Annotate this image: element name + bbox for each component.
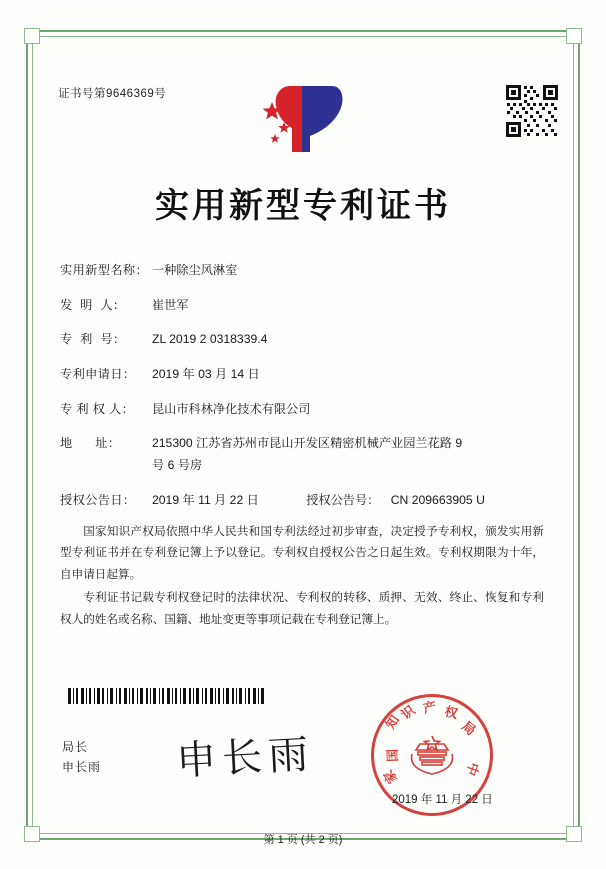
address-line-2: 号 6 号房 [152,458,203,473]
seal-char-4: 权 [443,703,460,722]
page-title: 实用新型专利证书 [155,186,451,226]
corner-ornament-top-right [566,28,582,44]
grant-publication-number-label: 授权公告号： [306,492,380,507]
field-label: 专利申请日： [60,367,136,382]
field-row-patent-number [60,331,550,349]
qr-code-icon [505,84,559,138]
barcode [68,688,264,704]
field-value-address [152,435,550,474]
legal-paragraph-2: 专利证书记载专利权登记时的法律状况、专利权的转移、质押、无效、终止、恢复和专利权人的姓名或名称、国籍、地址变更等事项记载在专利登记簿上。 [60,591,544,626]
certificate-fields [60,262,550,527]
field-value: ZL 2019 2 0318339.4 [152,332,268,347]
field-label: 授权公告日： [60,492,136,507]
field-value: 昆山市科林净化技术有限公司 [152,401,311,416]
corner-ornament-top-left [24,28,40,44]
handwritten-signature: 申长雨 [175,731,316,785]
seal-char-2: 识 [398,702,418,723]
field-value: 一种除尘风淋室 [152,263,238,277]
page-footer: 第 1 页 (共 2 页) [263,834,343,846]
director-name-label: 申长雨 [62,760,102,774]
legal-text-block [60,521,544,632]
seal-char-1: 知 [382,712,403,732]
field-value-grant [152,492,550,510]
field-row-grant-publication [60,492,550,510]
field-row-inventor [60,297,550,315]
seal-char-3: 产 [421,698,438,717]
field-value: 崔世军 [152,297,189,312]
field-row-application-date [60,366,550,384]
field-row-patentee [60,401,550,419]
address-line-1: 215300 江苏省苏州市昆山开发区精密机械产业园兰花路 9 [152,436,463,451]
seal-char-8: 中 [463,760,482,778]
field-row-address [60,435,550,474]
field-row-utility-model-name [60,262,550,280]
field-value: 2019 年 03 月 14 日 [152,367,260,382]
grant-publication-date: 2019 年 11 月 22 日 [152,492,259,507]
grant-publication-number: CN 209663905 U [390,492,485,507]
national-emblem-icon [406,732,458,778]
seal-date: 2019 年 11 月 22 日 [392,794,493,806]
field-label: 地 址： [60,436,121,451]
field-label: 专 利 权 人： [60,401,135,416]
seal-char-6: 家 [380,767,401,787]
field-label: 发 明 人： [60,297,126,312]
field-label: 实用新型名称： [60,263,149,277]
seal-char-5: 局 [459,718,479,739]
director-title-label: 局长 [62,740,89,754]
field-label: 专 利 号： [60,332,126,347]
certificate-number: 证书号第9646369号 [58,88,167,100]
cnipa-logo-icon [262,82,346,156]
legal-paragraph-1: 国家知识产权局依照中华人民共和国专利法经过初步审查，决定授予专利权，颁发实用新型专利证书并在专利登记簿上予以登记。专利权自授权公告之日起生效。专利权期限为十年，自申请日起算。 [60,525,544,581]
seal-char-7: 国 [384,748,401,763]
